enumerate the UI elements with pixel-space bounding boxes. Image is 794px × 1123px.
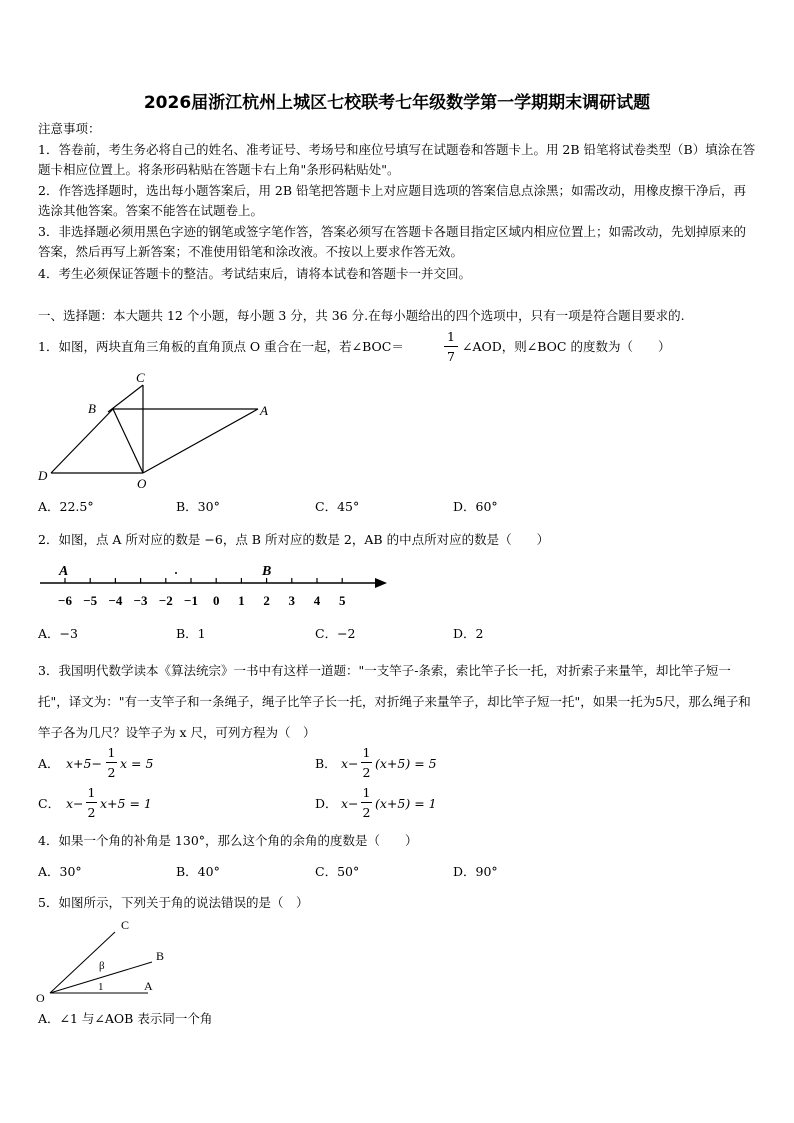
q3-c-bar bbox=[86, 802, 97, 803]
q1-option-a[interactable]: A．22.5° bbox=[38, 499, 94, 514]
q3-d-den: 2 bbox=[362, 805, 371, 820]
q5-stem: 5．如图所示，下列关于角的说法错误的是（ ） bbox=[38, 895, 309, 910]
tick-label: 0 bbox=[212, 593, 220, 608]
line-bo bbox=[113, 409, 143, 473]
notice-item-2: 2．作答选择题时，选出每小题答案后，用 2B 铅笔把答题卡上对应题目选项的答案信息点涂黑；如需改动，用橡皮擦干净后，再选涂其他答案。答案不能答在试题卷上。 bbox=[38, 183, 747, 218]
q3-a-num: 1 bbox=[107, 745, 116, 760]
q4-option-d[interactable]: D．90° bbox=[453, 864, 498, 879]
q1-stem-a: 1．如图，两块直角三角板的直角顶点 O 重合在一起，若∠BOC＝ bbox=[38, 339, 404, 354]
line-ao bbox=[143, 409, 258, 473]
q1-frac-num: 1 bbox=[447, 329, 455, 344]
point-a-label: A bbox=[59, 564, 69, 579]
q3-option-c[interactable] bbox=[38, 795, 60, 813]
q1-stem-b: ∠AOD，则∠BOC 的度数为（ ） bbox=[462, 339, 671, 354]
q3-option-d[interactable] bbox=[315, 795, 338, 813]
q2-option-a[interactable]: A．−3 bbox=[38, 626, 78, 641]
q3-option-b-label: B． bbox=[315, 756, 337, 771]
tick-label: −4 bbox=[108, 593, 123, 608]
q3-a-post: x = 5 bbox=[120, 756, 154, 771]
q5-figure bbox=[30, 912, 190, 1007]
label-c: C bbox=[136, 370, 145, 385]
q1-option-c[interactable]: C．45° bbox=[315, 499, 360, 514]
q1-frac-den: 7 bbox=[447, 349, 455, 364]
label-1: 1 bbox=[98, 981, 104, 993]
point-b-label: B bbox=[262, 564, 272, 579]
label-c: C bbox=[121, 918, 130, 932]
label-a: A bbox=[260, 403, 268, 418]
ray-oc bbox=[50, 932, 115, 993]
label-d: D bbox=[38, 468, 48, 483]
q1-frac-bar bbox=[444, 346, 458, 347]
q1-option-d[interactable]: D．60° bbox=[453, 499, 498, 514]
label-b: B bbox=[88, 401, 96, 416]
q3-option-c-label: C． bbox=[38, 796, 61, 811]
q3-option-a-label: A． bbox=[38, 756, 60, 771]
notice-heading: 注意事项： bbox=[38, 121, 101, 136]
dot-mark bbox=[175, 572, 177, 574]
q3-a-bar bbox=[106, 762, 117, 763]
q3-c-num: 1 bbox=[87, 785, 96, 800]
line-db bbox=[51, 409, 113, 473]
q3-stem: 3．我国明代数学读本《算法统宗》一书中有这样一道题："一支竿子-条索，索比竿子长一托，对折索子来量竿，却比竿子短一托"，译文为："有一支竿子和一条绳子，绳子比竿子长一托，对折绳子来量竿子，却比竿子短一托"，如果一托为5尺，那么绳子和竿子各为几尺？设竿子为 x 尺，可列方程为（ ） bbox=[38, 663, 751, 740]
q3-c-den: 2 bbox=[87, 805, 96, 820]
q1-option-b[interactable]: B．30° bbox=[176, 499, 220, 514]
notice-item-3: 3．非选择题必须用黑色字迹的钢笔或签字笔作答，答案必须写在答题卡各题目指定区域内相应位置上；如需改动，先划掉原来的答案，然后再写上新答案；不准使用铅笔和涂改液。不按以上要求作答无效。 bbox=[38, 224, 746, 259]
q4-option-a[interactable]: A．30° bbox=[38, 864, 82, 879]
label-beta: β bbox=[99, 960, 105, 972]
q3-b-num: 1 bbox=[362, 745, 371, 760]
line-cb-ext bbox=[108, 385, 143, 412]
q3-option-b[interactable] bbox=[315, 755, 337, 773]
label-o: O bbox=[36, 991, 45, 1005]
tick-label: −5 bbox=[83, 593, 98, 608]
tick-label: 3 bbox=[288, 593, 296, 608]
q3-b-post: (x+5) = 5 bbox=[375, 756, 437, 771]
q3-a-den: 2 bbox=[107, 765, 116, 780]
page-title: 2026届浙江杭州上城区七校联考七年级数学第一学期期末调研试题 bbox=[143, 93, 651, 113]
q3-b-den: 2 bbox=[362, 765, 371, 780]
q2-option-c[interactable]: C．−2 bbox=[315, 626, 356, 641]
axis-arrow bbox=[375, 578, 387, 588]
q3-c-post: x+5 = 1 bbox=[100, 796, 152, 811]
label-a: A bbox=[144, 979, 153, 993]
q3-d-post: (x+5) = 1 bbox=[375, 796, 437, 811]
q2-number-line bbox=[35, 558, 395, 614]
notice-item-4: 4．考生必须保证答题卡的整洁。考试结束后，请将本试卷和答题卡一并交回。 bbox=[38, 266, 471, 281]
q3-d-bar bbox=[361, 802, 372, 803]
q4-option-c[interactable]: C．50° bbox=[315, 864, 360, 879]
label-o: O bbox=[137, 476, 147, 491]
q3-d-num: 1 bbox=[362, 785, 371, 800]
tick-label: −3 bbox=[133, 593, 148, 608]
tick-label: 5 bbox=[338, 593, 346, 608]
tick-label: −1 bbox=[184, 593, 198, 608]
q4-stem: 4．如果一个角的补角是 130°，那么这个角的余角的度数是（ ） bbox=[38, 833, 418, 848]
q3-d-pre: x− bbox=[341, 796, 359, 811]
q1-figure bbox=[30, 365, 290, 495]
q2-option-d[interactable]: D．2 bbox=[453, 626, 484, 641]
tick-label: −2 bbox=[158, 593, 173, 608]
q3-b-pre: x− bbox=[341, 756, 359, 771]
q3-c-pre: x− bbox=[66, 796, 84, 811]
q3-b-bar bbox=[361, 762, 372, 763]
tick-label: 4 bbox=[313, 593, 321, 608]
tick-label: −6 bbox=[58, 593, 72, 608]
tick-label: 2 bbox=[263, 593, 270, 608]
q5-option-a[interactable]: A．∠1 与∠AOB 表示同一个角 bbox=[38, 1011, 213, 1026]
q2-option-b[interactable]: B．1 bbox=[176, 626, 206, 641]
q3-option-d-label: D． bbox=[315, 796, 338, 811]
q3-a-pre: x+5− bbox=[66, 756, 102, 771]
notice-item-1: 1．答卷前，考生务必将自己的姓名、准考证号、考场号和座位号填写在试题卷和答题卡上。用 2B 铅笔将试卷类型（B）填涂在答题卡相应位置上。将条形码粘贴在答题卡右上角"条形码粘贴处"。 bbox=[38, 142, 756, 177]
tick-label: 1 bbox=[238, 593, 245, 608]
section-heading: 一、选择题：本大题共 12 个小题，每小题 3 分，共 36 分.在每小题给出的四个选项中，只有一项是符合题目要求的. bbox=[38, 308, 685, 323]
label-b: B bbox=[156, 949, 165, 963]
q3-option-a[interactable] bbox=[38, 755, 60, 773]
q2-stem: 2．如图，点 A 所对应的数是 −6，点 B 所对应的数是 2，AB 的中点所对应的数是（ ） bbox=[38, 532, 550, 547]
q4-option-b[interactable]: B．40° bbox=[176, 864, 220, 879]
